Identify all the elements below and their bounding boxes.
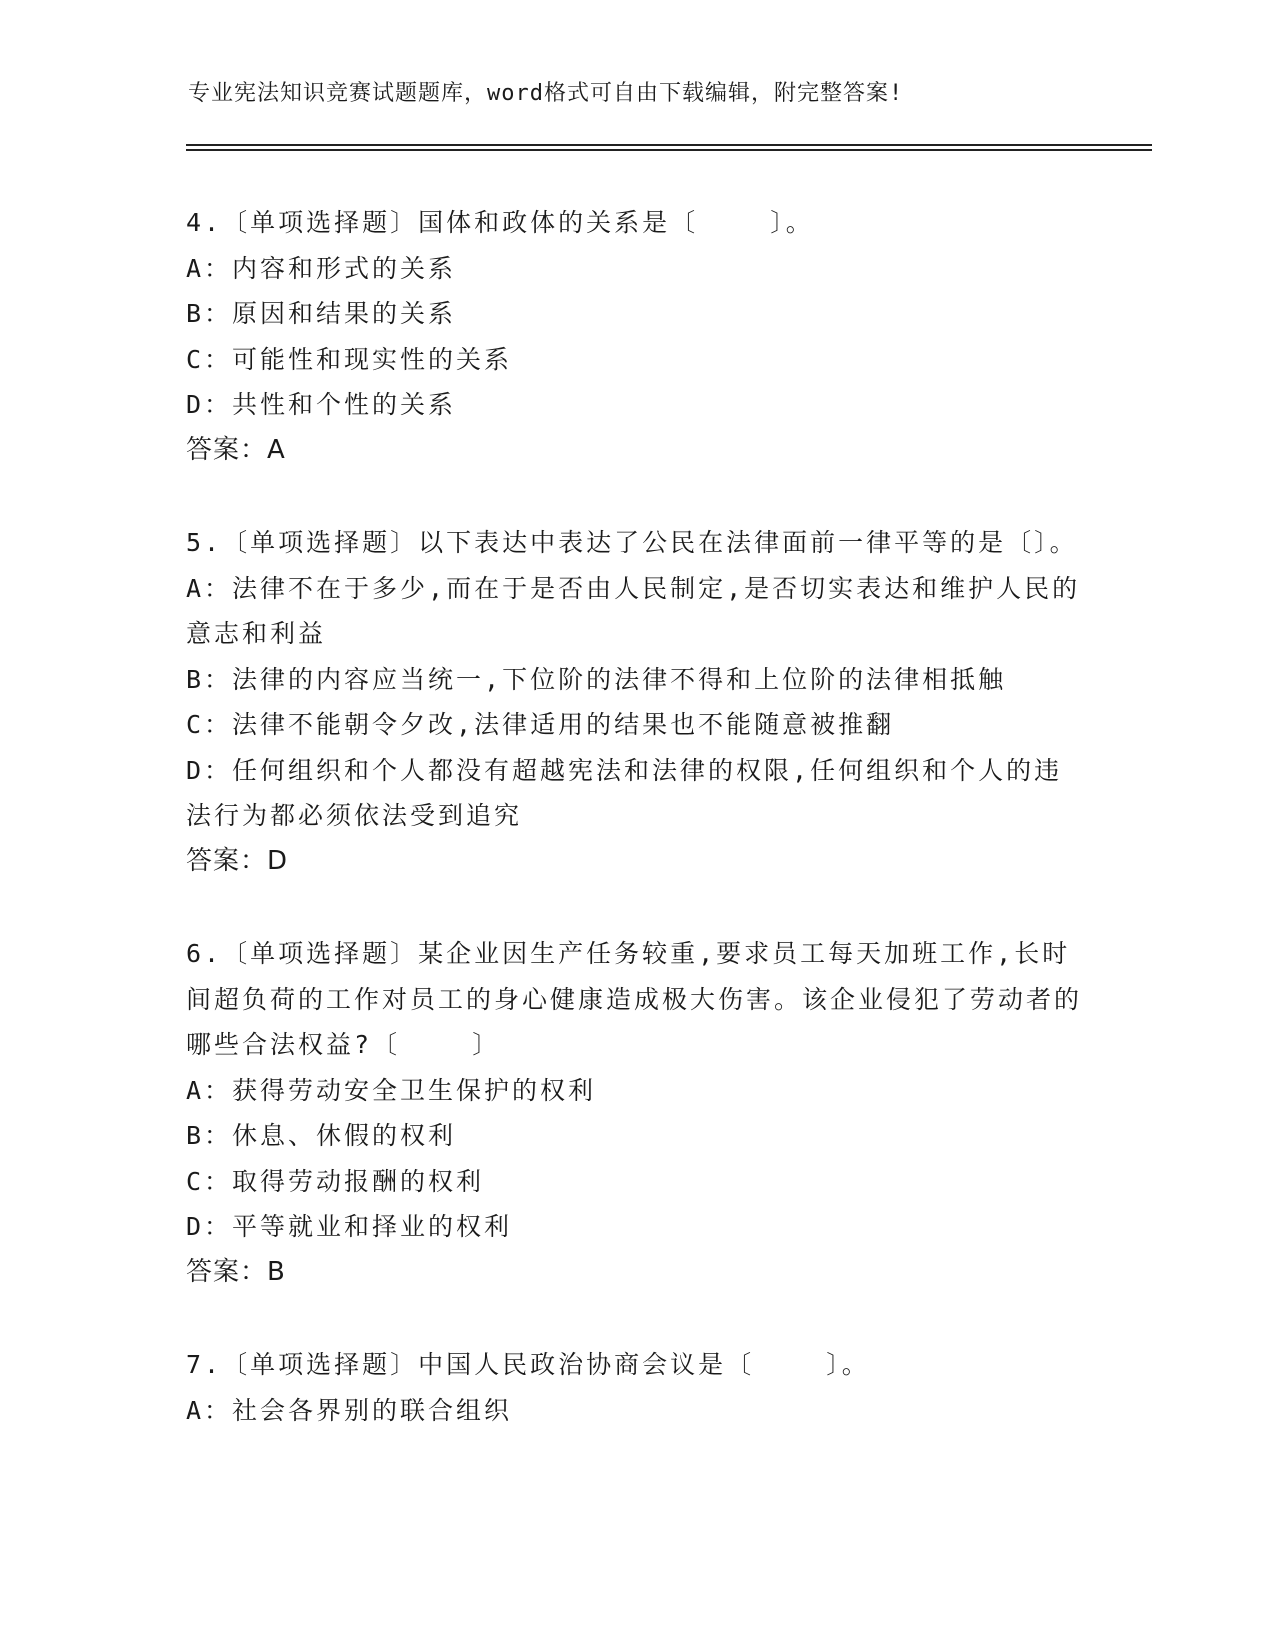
answer-text: 答案：B: [186, 1256, 286, 1287]
option-b: B：原因和结果的关系: [186, 299, 457, 328]
question-block: [186, 1342, 1086, 1433]
option-d: D：共性和个性的关系: [186, 390, 457, 419]
option-b: B：法律的内容应当统一,下位阶的法律不得和上位阶的法律相抵触: [186, 664, 1007, 694]
option-a: A：社会各界别的联合组织: [186, 1395, 513, 1425]
question-block: [186, 520, 1086, 884]
header-divider: [186, 144, 1152, 151]
option-c: C：法律不能朝令夕改,法律适用的结果也不能随意被推翻: [186, 710, 895, 739]
question-stem: 6.〔单项选择题〕某企业因生产任务较重,要求员工每天加班工作,长时间超负荷的工作对员工的身心健康造成极大伤害。该企业侵犯了劳动者的哪些合法权益?〔 〕: [186, 939, 1083, 1059]
question-stem: 7.〔单项选择题〕中国人民政治协商会议是〔 〕。: [186, 1350, 870, 1379]
question-stem: 5.〔单项选择题〕以下表达中表达了公民在法律面前一律平等的是〔〕。: [186, 528, 1078, 557]
option-c: C：取得劳动报酬的权利: [186, 1166, 485, 1196]
question-stem: 4.〔单项选择题〕国体和政体的关系是〔 〕。: [186, 208, 814, 237]
option-a: A：内容和形式的关系: [186, 253, 457, 283]
option-b: B：休息、休假的权利: [186, 1121, 457, 1150]
question-block: [186, 931, 1086, 1295]
page-header-text: 专业宪法知识竞赛试题题库，word格式可自由下载编辑，附完整答案!: [188, 81, 904, 106]
answer-text: 答案：D: [186, 845, 289, 876]
option-d: D：平等就业和择业的权利: [186, 1212, 513, 1241]
option-a: A：获得劳动安全卫生保护的权利: [186, 1075, 597, 1105]
question-block: [186, 200, 1086, 473]
question-list: [186, 200, 1086, 1480]
option-a: A：法律不在于多少,而在于是否由人民制定,是否切实表达和维护人民的意志和利益: [186, 573, 1081, 648]
option-c: C：可能性和现实性的关系: [186, 344, 513, 374]
answer-text: 答案：A: [186, 434, 286, 465]
option-d: D：任何组织和个人都没有超越宪法和法律的权限,任何组织和个人的违法行为都必须依法受到追究: [186, 755, 1063, 830]
